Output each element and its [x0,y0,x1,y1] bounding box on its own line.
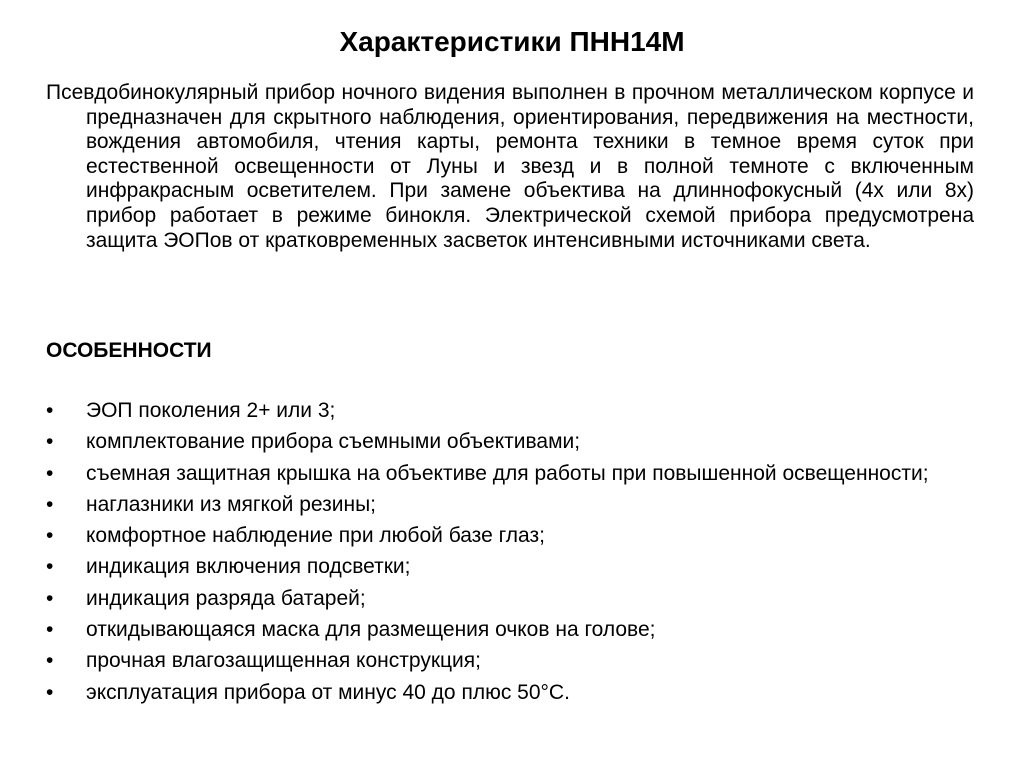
list-item [46,524,946,547]
list-item-text: индикация включения подсветки; [86,555,411,579]
page-title: Характеристики ПНН14М [339,26,685,57]
list-item [46,618,946,641]
bullet: • [46,649,54,673]
bullet: • [46,524,54,548]
list-item-text: наглазники из мягкой резины; [86,492,376,516]
list-item [46,681,946,704]
bullet: • [46,618,54,642]
list-item [46,587,946,610]
list-item [46,555,946,578]
bullet: • [46,399,54,422]
bullet: • [46,586,54,610]
list-item [46,399,946,422]
features-list [46,399,946,712]
bullet: • [46,555,54,579]
bullet: • [46,430,54,454]
bullet: • [46,680,54,704]
bullet: • [46,492,54,516]
list-item [46,493,946,516]
intro-paragraph: Псевдобинокулярный прибор ночного видения выполнен в прочном металлическом корпусе и предназначен для скрытного наблюдения, ориентирования, передвижения на местности, вождения автомобиля, чтения карты, ремонта техники в темное время суток при естественной освещенности от Луны и звезд и в полной темноте с включенным инфракрасным осветителем. При замене объектива на длиннофокусный (4х или 8х) прибор работает в режиме бинокля. Электрической схемой прибора предусмотрена защита ЭОПов от кратковременных засветок интенсивными источниками света. [46,81,974,252]
list-item-text: ЭОП поколения 2+ или 3; [86,399,336,422]
list-item-text: индикация разряда батарей; [86,586,366,610]
list-item-text: комфортное наблюдение при любой базе глаз; [86,524,545,548]
list-item-text: эксплуатация прибора от минус 40 до плюс 50°С. [86,680,570,704]
list-item-text: откидывающаяся маска для размещения очков на голове; [86,618,656,642]
list-item [46,649,946,672]
list-item-text: комплектование прибора съемными объективами; [86,430,581,454]
list-item [46,430,946,453]
list-item [46,462,946,485]
list-item-text: съемная защитная крышка на объективе для работы при повышенной освещенности; [86,461,929,485]
list-item-text: прочная влагозащищенная конструкция; [86,649,481,673]
bullet: • [46,461,54,485]
features-heading: ОСОБЕННОСТИ [46,339,212,362]
